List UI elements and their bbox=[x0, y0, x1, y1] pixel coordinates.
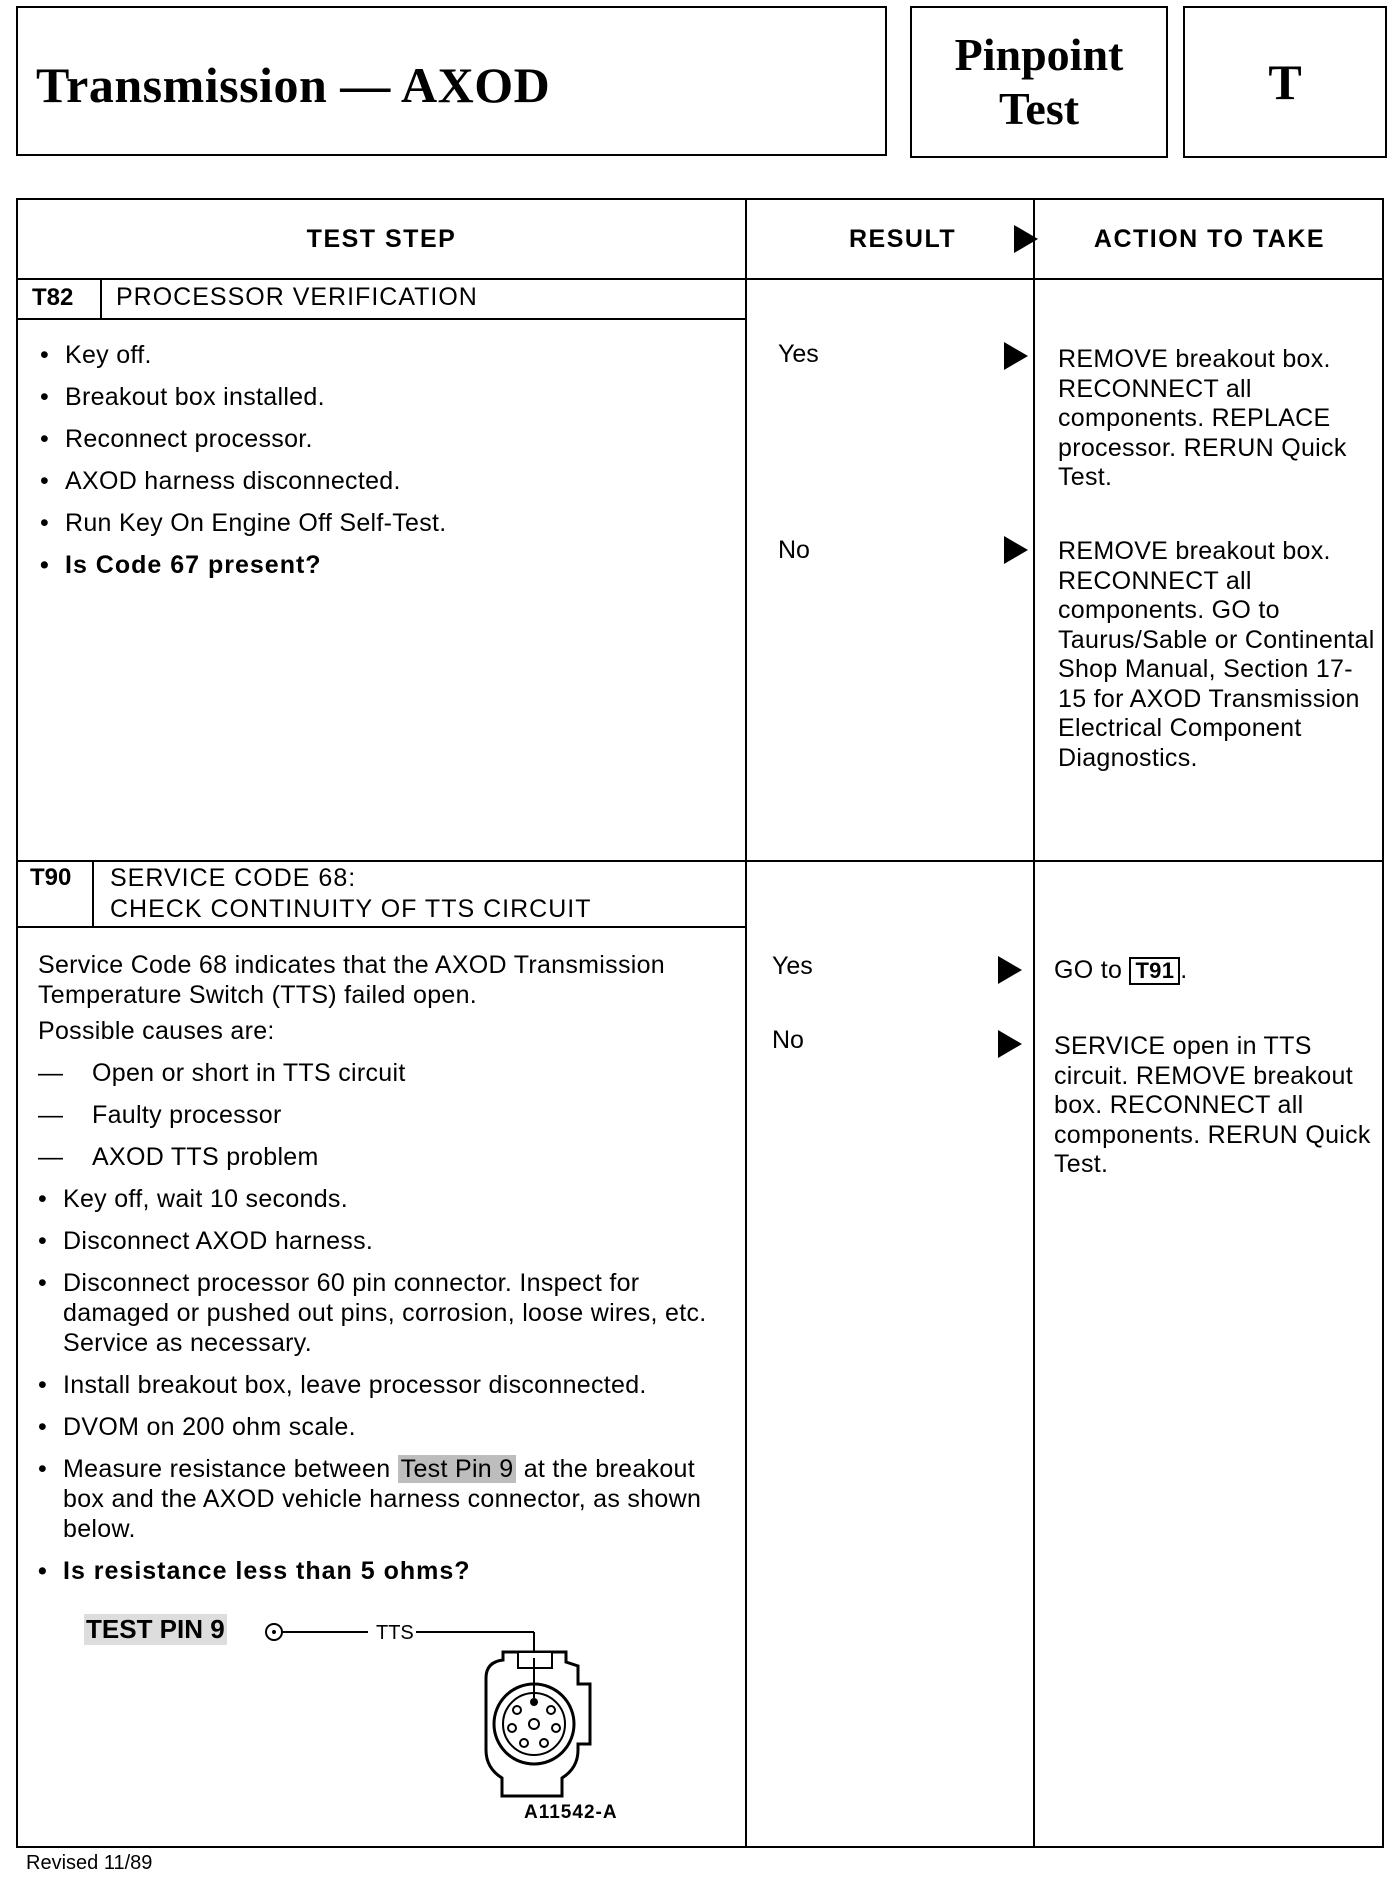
measure-text-pre: Measure resistance between bbox=[63, 1455, 391, 1483]
t90-steps bbox=[38, 950, 738, 1598]
t91-reference[interactable]: T91 bbox=[1129, 957, 1180, 985]
measure-text-post: at the breakout box and the AXOD vehicle harness connector, as shown below. bbox=[63, 1455, 702, 1543]
t82-step-title: PROCESSOR VERIFICATION bbox=[116, 283, 478, 311]
list-item: • Disconnect processor 60 pin connector. Inspect for damaged or pushed out pins, corrosion, loose wires, etc. Service as necessary. bbox=[38, 1268, 738, 1358]
col-divider-2 bbox=[1033, 200, 1035, 1846]
pinpoint-test-box bbox=[910, 6, 1168, 158]
revision-footer: Revised 11/89 bbox=[26, 1852, 153, 1874]
t82-no-action: REMOVE breakout box. RECONNECT all components. GO to Taurus/Sable or Continental Shop Manual, Section 17-15 for AXOD Transmission Electrical Component Diagnostics. bbox=[1058, 537, 1375, 772]
col-header-test-step: TEST STEP bbox=[306, 224, 457, 253]
page-title: Transmission — AXOD bbox=[36, 57, 551, 113]
tts-connector-diagram bbox=[78, 1600, 678, 1823]
list-item: • Reconnect processor. bbox=[40, 424, 730, 454]
t90-step-title bbox=[110, 863, 591, 925]
t90-step-id: T90 bbox=[30, 864, 72, 891]
t82-question: • Is Code 67 present? bbox=[40, 550, 730, 580]
list-item: • Run Key On Engine Off Self-Test. bbox=[40, 508, 730, 538]
t82-id-divider bbox=[100, 278, 102, 318]
diagram-wire-label: TTS bbox=[376, 1622, 414, 1644]
test-label: Test bbox=[998, 83, 1080, 134]
t90-title-line1: SERVICE CODE 68: bbox=[110, 864, 357, 892]
t90-yes-action bbox=[1054, 956, 1374, 986]
list-item: — AXOD TTS problem bbox=[38, 1142, 738, 1172]
t90-yes-action-pre: GO to bbox=[1054, 956, 1123, 984]
t90-intro: Service Code 68 indicates that the AXOD Transmission Temperature Switch (TTS) failed open. bbox=[38, 951, 666, 1009]
list-item: • Disconnect AXOD harness. bbox=[38, 1226, 738, 1256]
header-rule bbox=[18, 278, 1382, 280]
list-item: • Breakout box installed. bbox=[40, 382, 730, 412]
pinpoint-label: Pinpoint bbox=[954, 29, 1124, 80]
title-box bbox=[16, 6, 887, 156]
col-divider-1 bbox=[745, 200, 747, 1846]
section-letter: T bbox=[1268, 54, 1302, 110]
list-item: — Faulty processor bbox=[38, 1100, 738, 1130]
list-item: • AXOD harness disconnected. bbox=[40, 466, 730, 496]
pinpoint-table bbox=[16, 198, 1384, 1848]
section-box bbox=[1183, 6, 1387, 158]
row-divider bbox=[18, 860, 1382, 862]
test-pin-highlight: Test Pin 9 bbox=[398, 1455, 517, 1483]
diagram-figure-id: A11542-A bbox=[524, 1802, 618, 1823]
t90-no-action: SERVICE open in TTS circuit. REMOVE breakout box. RECONNECT all components. RERUN Quick Test. bbox=[1054, 1032, 1371, 1178]
t82-steps bbox=[40, 340, 730, 592]
t82-yes-label: Yes bbox=[778, 340, 819, 368]
t82-title-rule bbox=[18, 318, 745, 320]
list-item bbox=[38, 1454, 738, 1544]
t90-title-rule bbox=[18, 926, 745, 928]
t90-no-arrow-icon bbox=[998, 1030, 1022, 1058]
t90-id-divider bbox=[92, 860, 94, 926]
t90-yes-arrow-icon bbox=[998, 956, 1022, 984]
t90-possible-causes: Possible causes are: bbox=[38, 1017, 275, 1045]
t82-no-label: No bbox=[778, 536, 810, 564]
t90-yes-action-post: . bbox=[1180, 956, 1188, 984]
t82-step-id: T82 bbox=[32, 284, 74, 311]
col-header-action: ACTION TO TAKE bbox=[1093, 224, 1326, 253]
t82-yes-arrow-icon bbox=[1004, 342, 1028, 370]
list-item: • Key off. bbox=[40, 340, 730, 370]
t90-no-label: No bbox=[772, 1026, 804, 1054]
list-item: • Install breakout box, leave processor disconnected. bbox=[38, 1370, 738, 1400]
list-item: • DVOM on 200 ohm scale. bbox=[38, 1412, 738, 1442]
t90-question: • Is resistance less than 5 ohms? bbox=[38, 1556, 738, 1586]
diagram-pin-label: TEST PIN 9 bbox=[86, 1614, 225, 1644]
connector-icon bbox=[78, 1600, 678, 1820]
t82-yes-action: REMOVE breakout box. RECONNECT all components. REPLACE processor. RERUN Quick Test. bbox=[1058, 345, 1347, 491]
t90-title-line2: CHECK CONTINUITY OF TTS CIRCUIT bbox=[110, 895, 592, 923]
result-header-label: RESULT bbox=[849, 224, 957, 253]
t90-yes-label: Yes bbox=[772, 952, 813, 980]
t82-no-arrow-icon bbox=[1004, 536, 1028, 564]
col-header-result bbox=[747, 200, 1033, 278]
list-item: — Open or short in TTS circuit bbox=[38, 1058, 738, 1088]
list-item: • Key off, wait 10 seconds. bbox=[38, 1184, 738, 1214]
